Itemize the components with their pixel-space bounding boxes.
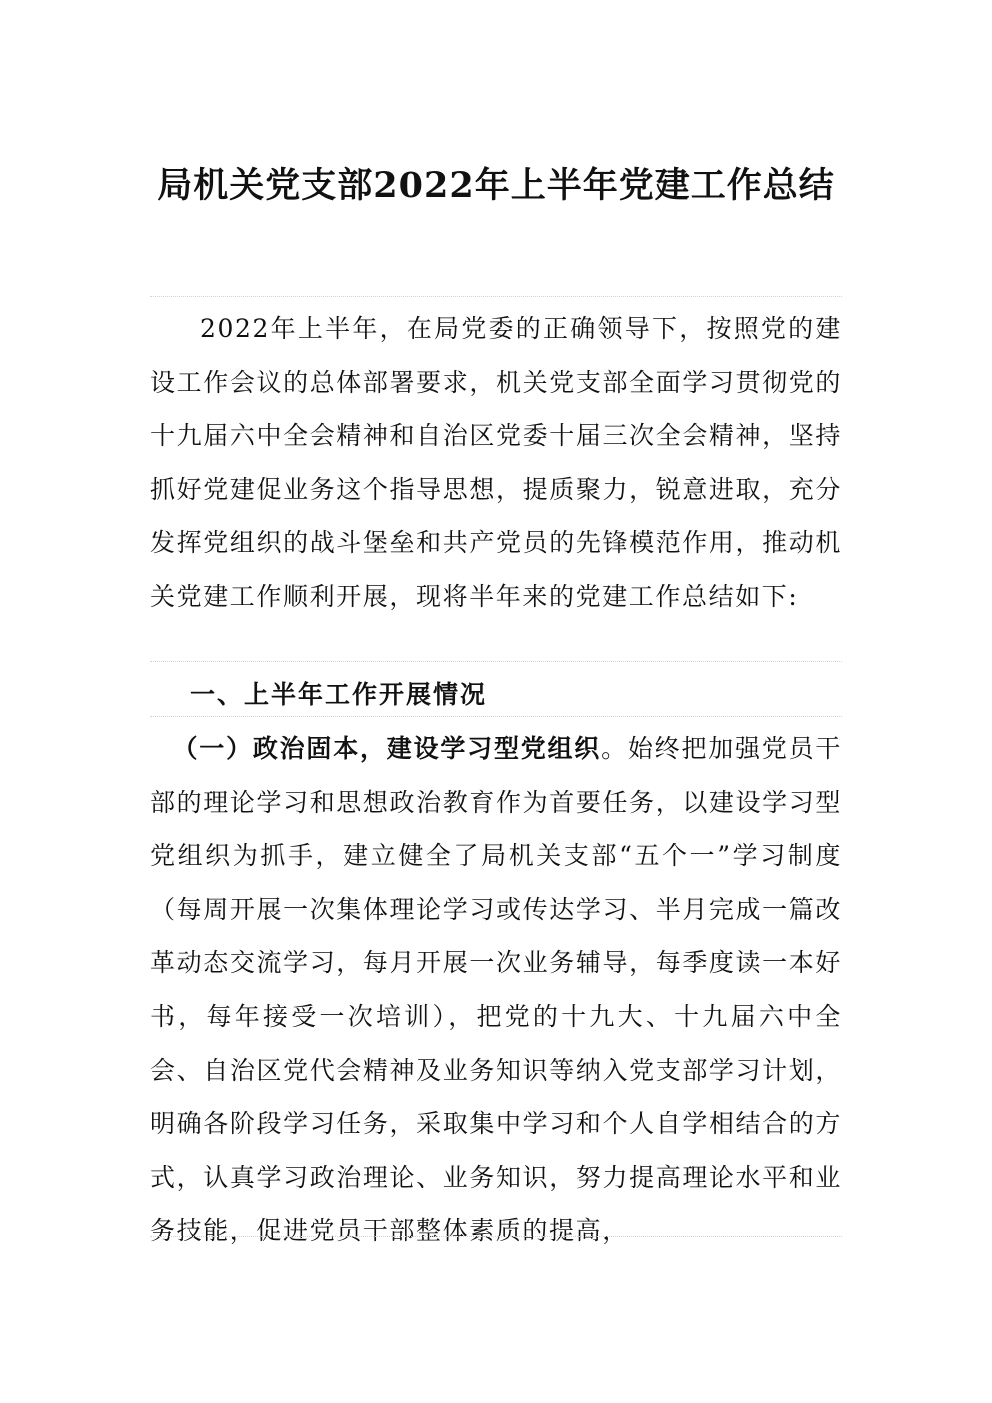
document-title: 局机关党支部2022年上半年党建工作总结 bbox=[157, 165, 835, 206]
divider bbox=[150, 661, 842, 662]
subsection-paragraph bbox=[150, 722, 842, 1258]
intro-paragraph: 2022年上半年，在局党委的正确领导下，按照党的建设工作会议的总体部署要求，机关党支部全面学习贯彻党的十九届六中全会精神和自治区党委十届三次全会精神，坚持抓好党建促业务这个指导思想，提质聚力，锐意进取，充分发挥党组织的战斗堡垒和共产党员的先锋模范作用，推动机关党建工作顺利开展，现将半年来的党建工作总结如下: bbox=[150, 314, 842, 611]
section-heading: 一、上半年工作开展情况 bbox=[190, 680, 488, 709]
divider bbox=[150, 716, 842, 717]
divider bbox=[150, 296, 842, 297]
subsection-body: 。始终把加强党员干部的理论学习和思想政治教育作为首要任务，以建设学习型党组织为抓手，建立健全了局机关支部“五个一”学习制度（每周开展一次集体理论学习或传达学习、半月完成一篇改革动态交流学习，每月开展一次业务辅导，每季度读一本好书，每年接受一次培训），把党的十九大、十九届六中全会、自治区党代会精神及业务知识等纳入党支部学习计划，明确各阶段学习任务，采取集中学习和个人自学相结合的方式，认真学习政治理论、业务知识，努力提高理论水平和业务技能，促进党员干部整体素质的提高， bbox=[150, 734, 842, 1246]
divider bbox=[150, 1236, 842, 1237]
subsection-heading: （一）政治固本，建设学习型党组织 bbox=[172, 734, 602, 763]
